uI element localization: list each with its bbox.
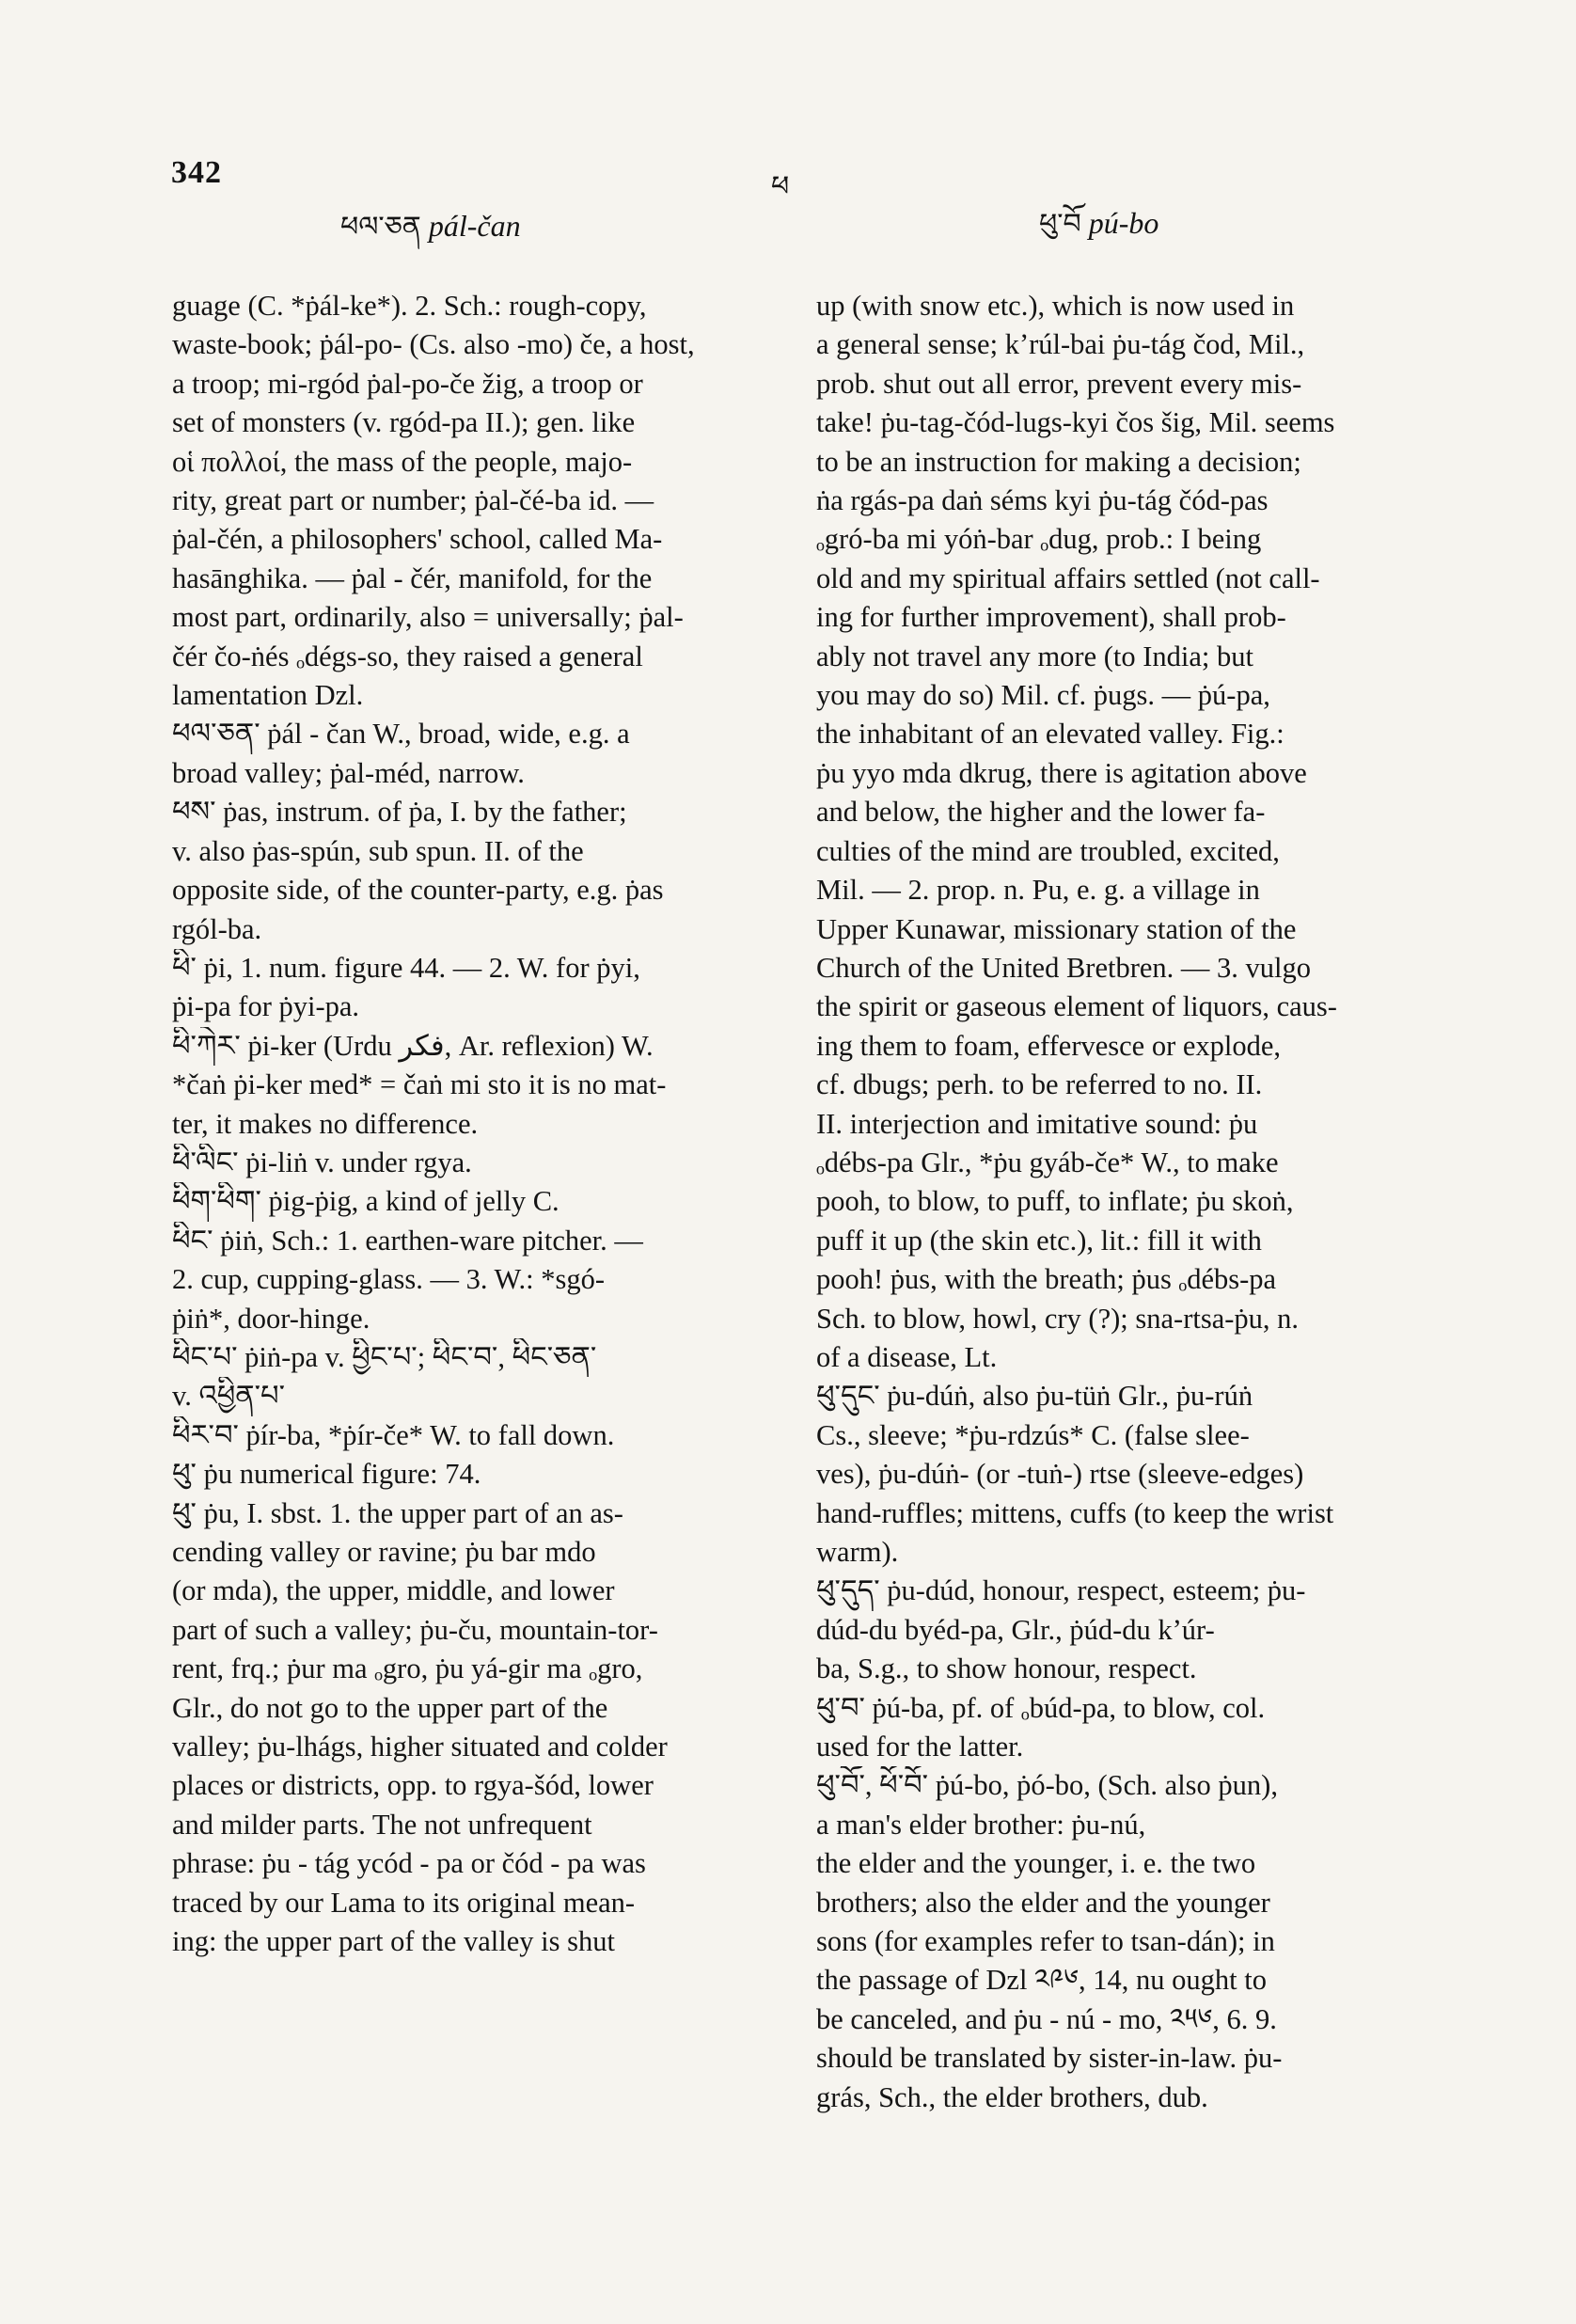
right-column-line: ves), ṗu-dúṅ- (or -tuṅ-) rtse (sleeve-edges) [816,1458,1304,1491]
left-column-line: lamentation Dzl. [172,679,364,712]
left-column-line: ཕི་ལིང་ ṗi-liṅ v. under rgya. [172,1146,472,1178]
right-column-line: the elder and the younger, i. e. the two [816,1847,1256,1880]
right-column-line: to be an instruction for making a decision; [816,445,1301,478]
left-column-line: rity, great part or number; ṗal-čé-ba id. — [172,484,654,517]
right-column-line: Cs., sleeve; *ṗu-rdzús* C. (false slee- [816,1418,1250,1451]
page-number: 342 [171,155,222,190]
left-column-line: v. also ṗas-spún, sub spun. II. of the [172,834,584,867]
right-column-line: culties of the mind are troubled, excited, [816,834,1280,867]
right-column-line: sons (for examples refer to tsan-dán); in [816,1925,1275,1958]
left-column-line: ཕལ་ཅན་ ṗál - čan W., broad, wide, e.g. a [172,718,630,751]
right-column-line: up (with snow etc.), which is now used in [816,290,1295,322]
left-column-line: v. འཕྱིན་པ་ [172,1380,285,1413]
left-column-line: hasānghika. — ṗal - čér, manifold, for the [172,561,653,594]
right-column-line: warm). [816,1536,899,1568]
running-head-right [1039,193,1158,272]
left-column-line: οἱ πολλοί, the mass of the people, majo- [172,445,633,478]
running-head-letter: ཕ [771,170,790,203]
right-column-line: be canceled, and ṗu - nú - mo, ༢༥༦, 6. 9. [816,2002,1277,2035]
left-column-line: ing: the upper part of the valley is shut [172,1925,615,1958]
left-column-line: set of monsters (v. rgód-pa II.); gen. like [172,406,636,439]
left-column-line: ṗi-pa for ṗyi-pa. [172,990,360,1023]
left-column-line: ཕིར་བ་ ṗír-ba, *ṗír-če* W. to fall down. [172,1418,615,1451]
right-column [816,287,1426,2117]
right-column-line: pooh! ṗus, with the breath; ṗus ₒdébs-pa [816,1263,1277,1296]
left-column-line: čér čo-ṅés ₒdégs-so, they raised a general [172,640,643,672]
right-column-line: ཕུ་བ་ ṗú-ba, pf. of ₒbúd-pa, to blow, col. [816,1691,1266,1724]
right-column-line: II. interjection and imitative sound: ṗu [816,1107,1258,1140]
right-column-line: ₒgró-ba mi yóṅ-bar ₒdug, prob.: I being [816,523,1262,556]
left-column-line: ter, it makes no difference. [172,1107,479,1140]
right-column-line: Upper Kunawar, missionary station of the [816,912,1297,945]
right-column-line: the spirit or gaseous element of liquors, caus- [816,990,1337,1023]
right-column-line: of a disease, Lt. [816,1340,998,1373]
left-column-line: ཕི་ཀེར་ ṗi-ker (Urdu فکر, Ar. reflexion) W. [172,1029,654,1062]
right-column-line: ṗu yyo mda dkrug, there is agitation above [816,756,1307,789]
left-column-line: rent, frq.; ṗur ma ₒgro, ṗu yá-gir ma ₒgro, [172,1652,643,1685]
right-column-line: cf. dbugs; perh. to be referred to no. II. [816,1068,1263,1101]
running-head-right-tibetan: ཕུ་བོ [1039,208,1081,241]
left-column-line: rgól-ba. [172,912,262,945]
right-column-line: ba, S.g., to show honour, respect. [816,1652,1197,1685]
left-column-line: Glr., do not go to the upper part of the [172,1691,608,1724]
right-column-line: the inhabitant of an elevated valley. Fig.: [816,718,1284,751]
left-column-line: waste-book; ṗál-po- (Cs. also -mo) če, a host, [172,328,695,361]
right-column-line: pooh, to blow, to puff, to inflate; ṗu skoṅ, [816,1185,1294,1218]
left-column-line: ཕིག་ཕིག་ ṗig-ṗig, a kind of jelly C. [172,1185,559,1218]
right-column-line: take! ṗu-tag-čód-lugs-kyi čos šig, Mil. seems [816,406,1335,439]
right-column-line: Mil. — 2. prop. n. Pu, e. g. a village in [816,874,1260,907]
left-column [172,287,774,1961]
left-column-line: ཕུ་ ṗu, I. sbst. 1. the upper part of an as- [172,1496,623,1529]
right-column-line: Sch. to blow, howl, cry (?); sna-rtsa-ṗu, n. [816,1302,1300,1335]
right-column-line: ཕུ་དུད་ ṗu-dúd, honour, respect, esteem; ṗu- [816,1574,1306,1607]
right-column-line: prob. shut out all error, prevent every mis- [816,367,1302,400]
right-column-line: ṅa rgás-pa daṅ séms kyi ṗu-tág čód-pas [816,484,1269,517]
running-head-left [340,196,521,275]
right-column-line: ing for further improvement), shall prob- [816,601,1286,634]
running-head-left-translit: pál-čan [428,209,521,243]
right-column-line: dúd-du byéd-pa, Glr., ṗúd-du kʼúr- [816,1613,1215,1646]
left-column-line: most part, ordinarily, also = universally; ṗal- [172,601,684,634]
left-column-line: and milder parts. The not unfrequent [172,1808,592,1841]
left-column-line: phrase: ṗu - tág ycód - pa or čód - pa was [172,1847,646,1880]
left-column-line: part of such a valley; ṗu-ču, mountain-tor- [172,1613,658,1646]
left-column-line: a troop; mi-rgód ṗal-po-če žig, a troop or [172,367,643,400]
left-column-line: ཕུ་ ṗu numerical figure: 74. [172,1458,481,1491]
left-column-line: cending valley or ravine; ṗu bar mdo [172,1536,596,1568]
left-column-line: valley; ṗu-lhágs, higher situated and colder [172,1731,668,1763]
right-column-line: puff it up (the skin etc.), lit.: fill it with [816,1224,1262,1257]
right-column-line: ing them to foam, effervesce or explode, [816,1029,1282,1062]
left-column-line: opposite side, of the counter-party, e.g. ṗas [172,874,664,907]
right-column-line: you may do so) Mil. cf. ṗugs. — ṗú-pa, [816,679,1270,712]
right-column-line: old and my spiritual affairs settled (not call- [816,561,1320,594]
left-column-line: *čaṅ ṗi-ker med* = čaṅ mi sto it is no mat- [172,1068,667,1101]
left-column-line: ཕས་ ṗas, instrum. of ṗa, I. by the father; [172,796,627,829]
right-column-line: Church of the United Bretbren. — 3. vulgo [816,951,1312,984]
left-column-line: 2. cup, cupping-glass. — 3. W.: *sgó- [172,1263,606,1296]
right-column-line: used for the latter. [816,1731,1024,1763]
running-head-left-tibetan: ཕལ་ཅན [340,211,421,244]
left-column-line: ṗiṅ*, door-hinge. [172,1302,370,1335]
left-column-line: (or mda), the upper, middle, and lower [172,1574,615,1607]
right-column-line: a general sense; kʼrúl-bai ṗu-tág čod, Mil., [816,328,1305,361]
left-column-line: ṗal-čén, a philosophers' school, called Ma- [172,523,663,556]
right-column-line: grás, Sch., the elder brothers, dub. [816,2080,1208,2113]
right-column-line: ཕུ་དུང་ ṗu-dúṅ, also ṗu-tüṅ Glr., ṗu-rúṅ [816,1380,1253,1413]
right-column-line: ably not travel any more (to India; but [816,640,1253,672]
right-column-line: brothers; also the elder and the younger [816,1886,1270,1919]
left-column-line: ཕིང་ ṗiṅ, Sch.: 1. earthen-ware pitcher. — [172,1224,643,1257]
left-column-line: places or districts, opp. to rgya-šód, lower [172,1769,654,1802]
right-column-line: ₒdébs-pa Glr., *ṗu gyáb-če* W., to make [816,1146,1279,1178]
left-column-line: traced by our Lama to its original mean- [172,1886,636,1919]
left-column-line: ཕི་ ṗi, 1. num. figure 44. — 2. W. for ṗyi, [172,951,640,984]
right-column-line: a man's elder brother: ṗu-nú, [816,1808,1146,1841]
running-head-right-translit: pú-bo [1088,206,1159,240]
left-column-line: broad valley; ṗal-méd, narrow. [172,756,525,789]
right-column-line: should be translated by sister-in-law. ṗu- [816,2042,1283,2075]
right-column-line: the passage of Dzl ༢༩༦, 14, nu ought to [816,1964,1267,1997]
left-column-line: ཕིང་པ་ ṗiṅ-pa v. ཕྱིང་པ་; ཕིང་བ་, ཕིང་ཅན་ [172,1340,597,1373]
left-column-line: guage (C. *ṗál-ke*). 2. Sch.: rough-copy, [172,290,647,322]
right-column-line: ཕུ་བོ་, ཕོ་བོ་ ṗú-bo, ṗó-bo, (Sch. also ṗun), [816,1769,1278,1802]
right-column-line: and below, the higher and the lower fa- [816,796,1266,829]
right-column-line: hand-ruffles; mittens, cuffs (to keep the wrist [816,1496,1334,1529]
